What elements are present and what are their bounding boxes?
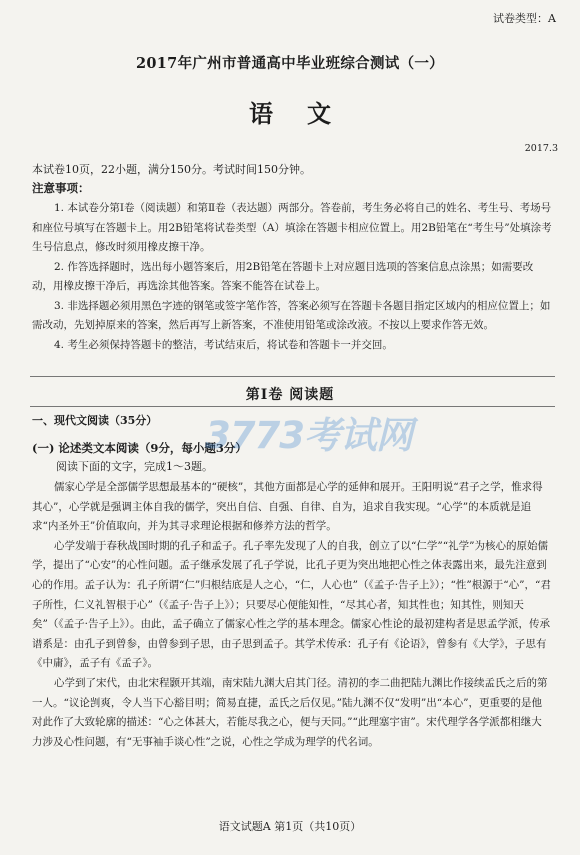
section-title: 一、现代文阅读（35分） bbox=[32, 414, 158, 427]
section-instruction: 阅读下面的文字，完成1～3题。 bbox=[56, 460, 213, 473]
note-item: 4. 考生必须保持答题卡的整洁，考试结束后，将试卷和答题卡一并交回。 bbox=[54, 338, 393, 351]
site-watermark: 3773考试网 bbox=[205, 414, 412, 457]
page-footer: 语文试题A 第1页（共10页） bbox=[218, 820, 362, 833]
passage-paragraph: 心学发端于春秋战国时期的孔子和孟子。孔子率先发现了人的自我，创立了以“仁学”“礼学”为核心的原始儒学，提出了“心安”的心性问题。孟子继承发展了孔子学说，比孔子更为突出地把心性之体表露出来，最先注意到心的作用。孟子认为：孔子所谓“仁”归根结底是人之心，“仁，人心也”（《孟子·告子上》）；“性”根源于“心”，“君子所性，仁义礼智根于心”（《孟子·告子上》）；只要尽心便能知性，“尽其心者，知其性也；知其性，则知天矣”（《孟子·告子上》）。由此，孟子确立了儒家心性之学的基本理念。儒家心性论的最初建构者是思孟学派，传承谱系是：由孔子到曾参，由曾参到子思，由子思到孟子。其学术传承：孔子有《论语》，曾参有《大学》，子思有《中庸》，孟子有《孟子》。 bbox=[32, 539, 551, 670]
notes-heading: 注意事项： bbox=[32, 181, 90, 195]
paper-type-label: 试卷类型：A bbox=[493, 12, 556, 25]
note-item: 3. 非选择题必须用黑色字迹的钢笔或签字笔作答，答案必须写在答题卡各题目指定区域内的相应位置上；如需改动，先划掉原来的答案，然后再写上新答案，不准使用铅笔或涂改液。不按以上要求作答无效。 bbox=[32, 299, 551, 331]
volume-title: 第Ⅰ卷 阅读题 bbox=[245, 387, 335, 403]
exam-title: 2017年广州市普通高中毕业班综合测试（一） bbox=[136, 55, 444, 72]
exam-date: 2017.3 bbox=[524, 143, 558, 154]
note-item: 2. 作答选择题时，选出每小题答案后，用2B铅笔在答题卡上对应题目选项的答案信息点涂黑；如需要改动，用橡皮擦干净后，再选涂其他答案。答案不能答在试卷上。 bbox=[32, 260, 534, 292]
passage-paragraph: 儒家心学是全部儒学思想最基本的“硬核”，其他方面都是心学的延伸和展开。王阳明说“君子之学，惟求得其心”，心学就是强调主体自我的儒学，突出自信、自强、自律、自为，追求自我实现。“心学”的本质就是追求“内圣外王”价值取向，并为其寻求理论根据和修养方法的哲学。 bbox=[32, 481, 543, 533]
section-subtitle: (一) 论述类文本阅读（9分，每小题3分） bbox=[32, 441, 247, 455]
divider bbox=[30, 376, 555, 377]
passage-paragraph: 心学到了宋代，由北宋程颢开其端，南宋陆九渊大启其门径。清初的李二曲把陆九渊比作接续孟氏之后的第一人。“议论剀爽，令人当下心豁目明；简易直捷，孟氏之后仅见。”陆九渊不仅“发明”出“本心”，更重要的是他对此作了大致轮廓的描述：“心之体甚大，若能尽我之心，便与天同。”“此理塞宇宙”。宋代理学各学派都相继大力涉及心性问题，有“无事袖手谈心性”之说，心性之学成为理学的代名词。 bbox=[32, 676, 548, 748]
subject-title: 语文 bbox=[249, 99, 365, 128]
reading-passage bbox=[32, 478, 552, 752]
note-item: 1. 本试卷分第Ⅰ卷（阅读题）和第Ⅱ卷（表达题）两部分。答卷前，考生务必将自己的姓名、考生号、考场号和座位号填写在答题卡上。用2B铅笔将试卷类型（A）填涂在答题卡相应位置上。用2B铅笔在“考生号”处填涂考生号信息点，修改时须用橡皮擦干净。 bbox=[32, 202, 552, 253]
notes-list bbox=[32, 199, 552, 355]
exam-intro: 本试卷10页，22小题，满分150分。考试时间150分钟。 bbox=[32, 163, 311, 176]
